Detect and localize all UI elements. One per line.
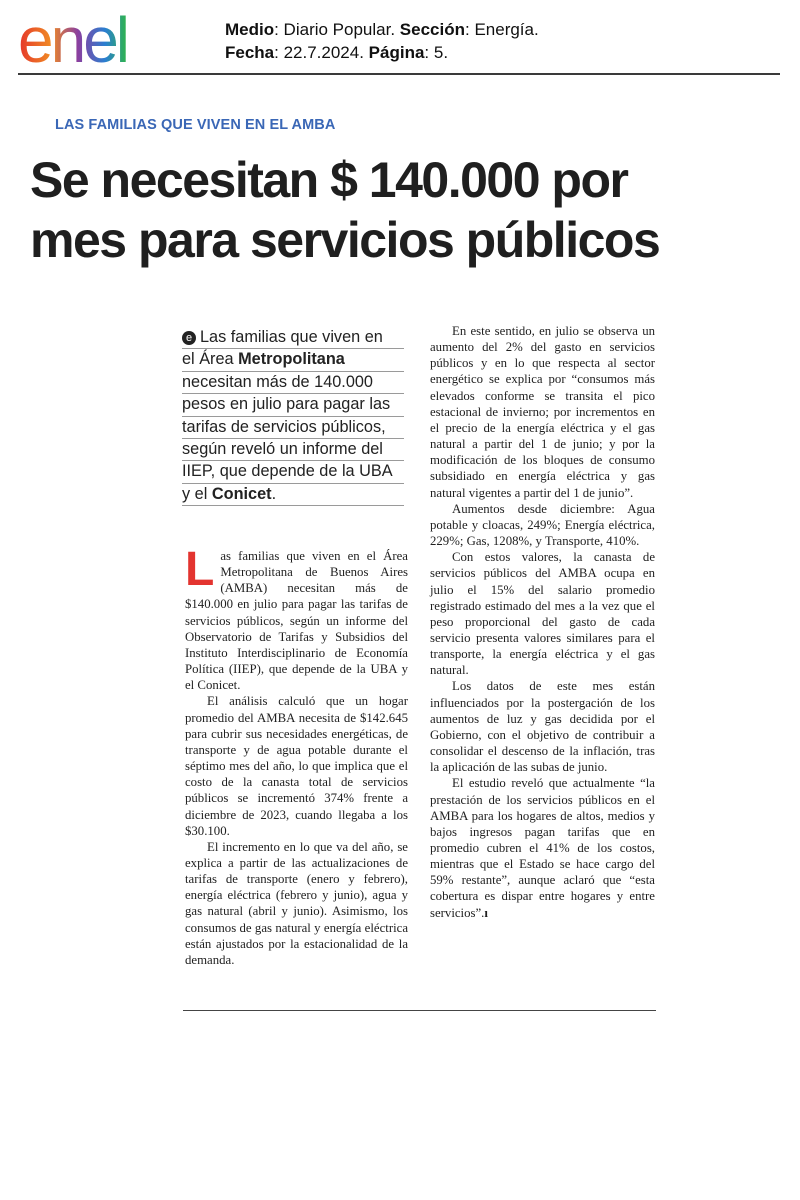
article-end-rule — [183, 1010, 656, 1011]
summary-line: según reveló un informe del — [182, 439, 404, 461]
summary-line — [182, 349, 404, 371]
paragraph — [430, 775, 655, 920]
paragraph: En este sentido, en julio se observa un aumento del 2% del gasto en servicios públicos y en lo que respecta al sector energético se explica por “consumos más elevados conforme se transita el pico estacional de invierno; por incrementos en el precio de la energía eléctrica y el gas natural a partir del 1 de junio; y por la modificación de los bloques de consumo subsidiado en energía eléctrica y gas natural vigentes a partir del 1 de junio”. — [430, 324, 655, 500]
summary-line: pesos en julio para pagar las — [182, 394, 404, 416]
meta-line-2 — [225, 41, 539, 64]
paragraph: Los datos de este mes están influenciados por la postergación de los aumentos de luz y gas decidida por el Gobierno, con el objetivo de contribuir a consolidar el descenso de la inflación, tras la aplicación de las subas de junio. — [430, 679, 655, 775]
enel-logo — [18, 8, 190, 70]
summary-bold: Metropolitana — [238, 350, 345, 369]
paragraph: Con estos valores, la canasta de servicios públicos del AMBA ocupa en julio el 15% del salario promedio registrado estimado del mes a la vez que el peso proporcional del gasto de cada servicio presenta valores similares para el transporte, la energía eléctrica y el gas natural. — [430, 550, 655, 678]
fecha-label: Fecha — [225, 43, 275, 62]
svg-text:enel: enel — [18, 8, 127, 70]
pagina-label: Página — [368, 43, 425, 62]
header-divider — [18, 73, 780, 75]
paragraph-text: El estudio reveló que actualmente “la prestación de los servicios públicos en el AMBA para los hogares de altos, medios y bajos ingresos pagan tarifas que en promedio cubren el 41% de los costos, mientras que el Estado se hace cargo del 59% restante”, aunque aclaró que “esta cobertura es dispar entre hogares y entre servicios”. — [430, 776, 655, 920]
summary-bold: Conicet — [211, 484, 272, 503]
fecha-value: : 22.7.2024. — [274, 43, 369, 62]
paragraph — [185, 543, 408, 693]
press-metadata — [225, 18, 539, 64]
medio-label: Medio — [225, 20, 275, 39]
article-summary — [182, 327, 404, 506]
medio-value: : Diario Popular. — [274, 20, 400, 39]
bullet-icon: e — [182, 331, 196, 345]
article-kicker: LAS FAMILIAS QUE VIVEN EN EL AMBA — [55, 117, 336, 133]
summary-text: . — [271, 484, 277, 503]
summary-line: necesitan más de 140.000 — [182, 372, 404, 394]
headline-line-2: mes para servicios públicos — [30, 212, 660, 268]
paragraph-text: as familias que viven en el Área Metropolitana de Buenos Aires (AMBA) necesitan más de $140.000 en julio para pagar las tarifas de servicios públicos, según un informe del Observatorio de Tarifas y Subsidios del Instituto Interdisciplinario de Economía Política (IIEP), que depende de la UBA y el Conicet. — [185, 549, 408, 693]
summary-line — [182, 327, 404, 349]
article-headline — [30, 150, 790, 270]
seccion-value: : Energía. — [465, 20, 539, 39]
pagina-value: : 5. — [424, 43, 449, 62]
summary-line: tarifas de servicios públicos, — [182, 417, 404, 439]
article-column-2 — [430, 323, 655, 921]
summary-text: y el — [182, 484, 212, 503]
paragraph: El análisis calculó que un hogar promedio del AMBA necesita de $142.645 para cubrir sus necesidades energéticas, de transporte y de agua potable durante el séptimo mes del año, lo que implica que el costo de la canasta total de servicios públicos se incrementó 374% frente a diciembre de 2023, cuando llegaba a los $30.100. — [185, 694, 408, 838]
seccion-label: Sección — [399, 20, 465, 39]
drop-cap: L — [185, 543, 215, 596]
summary-text: el Área — [182, 350, 239, 369]
article-column-1 — [185, 543, 408, 968]
meta-line-1 — [225, 18, 539, 41]
paragraph: Aumentos desde diciembre: Agua potable y cloacas, 249%; Energía eléctrica, 229%; Gas, 1208%, y Transporte, 410%. — [430, 501, 655, 549]
headline-line-1: Se necesitan $ 140.000 por — [30, 152, 628, 208]
summary-line: IIEP, que depende de la UBA — [182, 461, 404, 483]
end-mark: ı — [484, 905, 488, 920]
summary-line — [182, 484, 404, 506]
summary-text: Las familias que viven en — [200, 328, 383, 346]
paragraph: El incremento en lo que va del año, se explica a partir de las actualizaciones de tarifas de transporte (enero y febrero), energía eléctrica (febrero y junio), agua y gas natural (abril y junio). Asimismo, los consumos de gas natural y energía eléctrica están ajustados por la estacionalidad de la demanda. — [185, 839, 408, 967]
